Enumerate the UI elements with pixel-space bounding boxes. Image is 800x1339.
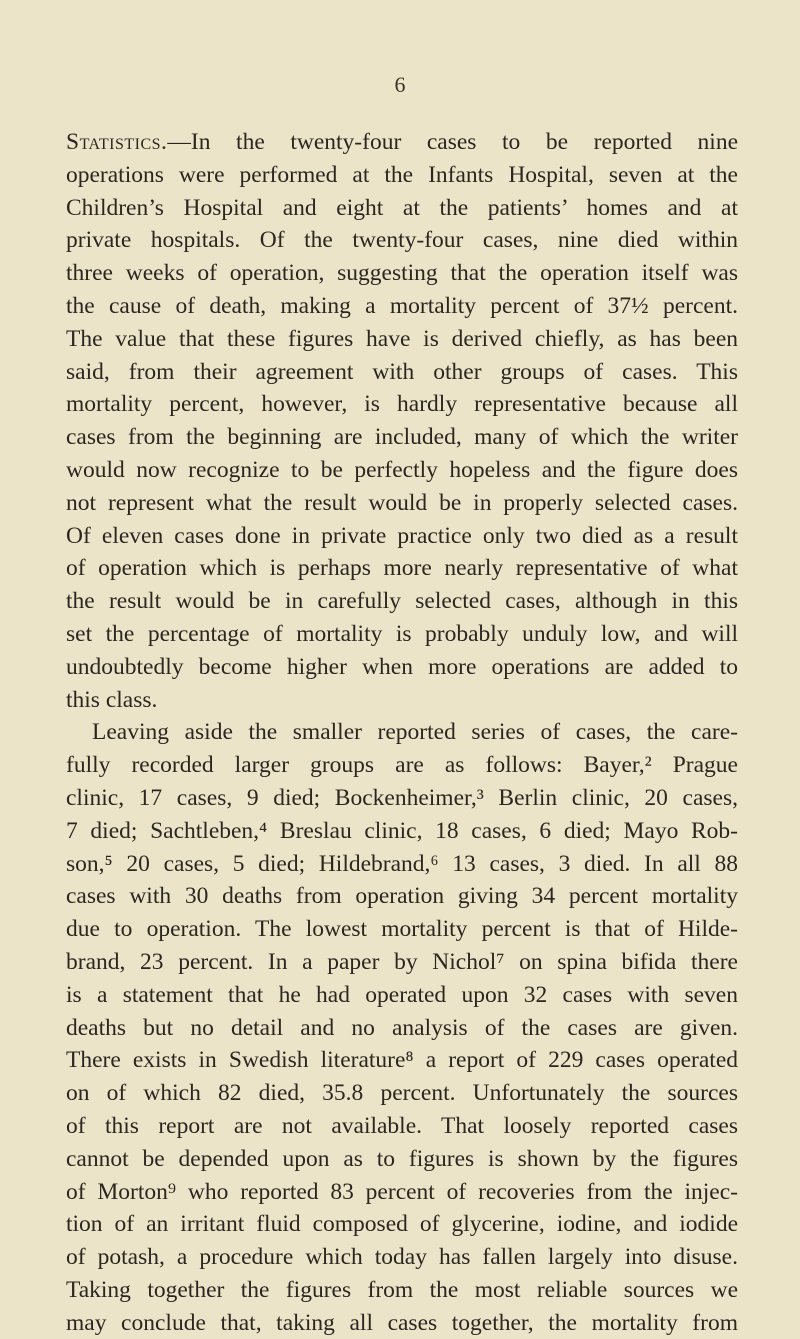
text-line: of this report are not available. That loosely reported cases <box>66 1112 738 1139</box>
text-line: private hospitals. Of the twenty-four cases, nine died within <box>66 227 738 254</box>
text-line: of Morton⁹ who reported 83 percent of recoveries from the injec- <box>66 1178 738 1205</box>
text-line: on of which 82 died, 35.8 percent. Unfortunately the sources <box>66 1080 738 1107</box>
text-line: the result would be in carefully selected cases, although in this <box>66 588 738 615</box>
text-line: brand, 23 percent. In a paper by Nichol⁷ on spina bifida there <box>66 948 738 975</box>
text-line: son,⁵ 20 cases, 5 died; Hildebrand,⁶ 13 cases, 3 died. In all 88 <box>66 850 738 877</box>
text-line: There exists in Swedish literature⁸ a report of 229 cases operated <box>66 1047 738 1074</box>
text-line: due to operation. The lowest mortality percent is that of Hilde- <box>66 916 738 943</box>
text-line: may conclude that, taking all cases together, the mortality from <box>66 1309 738 1336</box>
text-line: Taking together the figures from the most reliable sources we <box>66 1276 738 1303</box>
text-line: undoubtedly become higher when more operations are added to <box>66 653 738 680</box>
text-line: fully recorded larger groups are as follows: Bayer,² Prague <box>66 752 738 779</box>
text-line: said, from their agreement with other groups of cases. This <box>66 358 738 385</box>
text-line: the cause of death, making a mortality percent of 37½ percent. <box>66 292 738 319</box>
text-line: of potash, a procedure which today has fallen largely into disuse. <box>66 1244 738 1271</box>
text-line: operations were performed at the Infants Hospital, seven at the <box>66 161 738 188</box>
text-line: tion of an irritant fluid composed of glycerine, iodine, and iodide <box>66 1211 738 1238</box>
text-line: of operation which is perhaps more nearly representative of what <box>66 555 738 582</box>
text-line: would now recognize to be perfectly hopeless and the figure does <box>66 456 738 483</box>
text-line: this class. <box>66 686 158 713</box>
text-line: clinic, 17 cases, 9 died; Bockenheimer,³ Berlin clinic, 20 cases, <box>66 784 738 811</box>
text-line: Of eleven cases done in private practice only two died as a result <box>66 522 738 549</box>
text-line: The value that these figures have is derived chiefly, as has been <box>66 325 738 352</box>
text-line: Leaving aside the smaller reported series of cases, the care- <box>92 719 738 746</box>
text-line: deaths but no detail and no analysis of the cases are given. <box>66 1014 738 1041</box>
text-line <box>66 126 738 159</box>
text-line: cannot be depended upon as to figures is shown by the figures <box>66 1145 738 1172</box>
text-line: is a statement that he had operated upon 32 cases with seven <box>66 981 738 1008</box>
body-text <box>66 126 738 1339</box>
text-line: 7 died; Sachtleben,⁴ Breslau clinic, 18 cases, 6 died; Mayo Rob- <box>66 817 738 844</box>
text-line: three weeks of operation, suggesting that the operation itself was <box>66 260 738 287</box>
section-heading: Statistics. <box>66 129 168 155</box>
text-line: not represent what the result would be in properly selected cases. <box>66 489 738 516</box>
text-line: cases from the beginning are included, many of which the writer <box>66 424 738 451</box>
text-line-content: —In the twenty-four cases to be reported nine <box>167 129 738 155</box>
text-line: mortality percent, however, is hardly representative because all <box>66 391 738 418</box>
text-line: set the percentage of mortality is probably unduly low, and will <box>66 620 738 647</box>
page-number: 6 <box>394 72 406 97</box>
text-line: cases with 30 deaths from operation giving 34 percent mortality <box>66 883 738 910</box>
text-line: Children’s Hospital and eight at the patients’ homes and at <box>66 194 738 221</box>
